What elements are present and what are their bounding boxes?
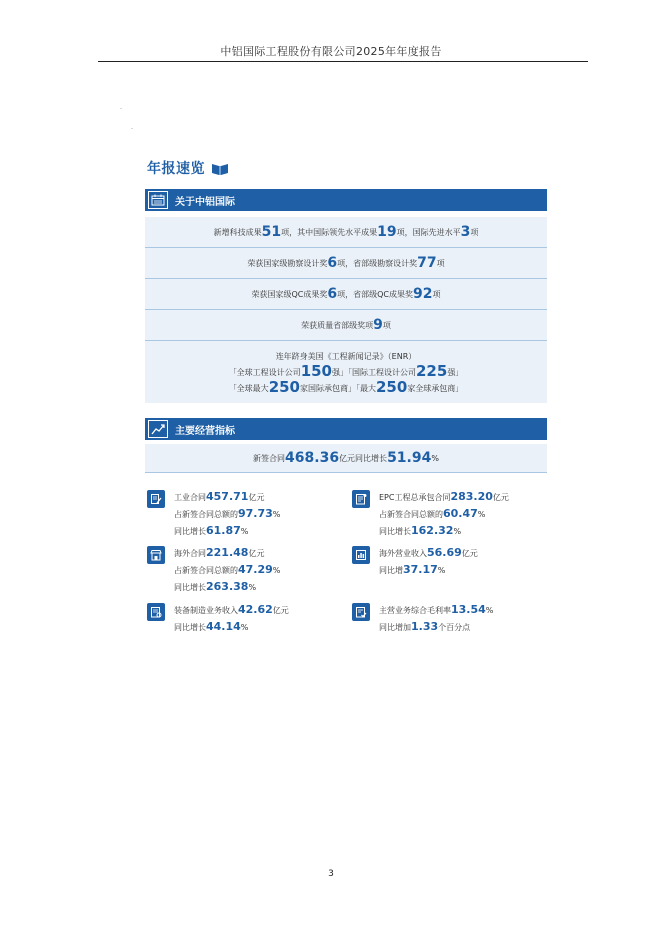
calendar-icon	[148, 191, 168, 209]
section-title-block	[147, 158, 229, 178]
metric-gross-margin: 主营业务综合毛利率13.54% 同比增加1.33个百分点	[352, 602, 493, 636]
enr-intl-contractor-rank: 250	[268, 377, 300, 396]
gross-margin-change: 1.33	[411, 620, 439, 633]
scan-speck	[120, 108, 122, 109]
ops-heading: 主要经营指标	[175, 425, 235, 437]
intl-advanced-count: 3	[460, 223, 471, 240]
new-contracts-value: 468.36	[285, 449, 340, 466]
contract-list-icon	[352, 490, 370, 508]
certificate-icon	[352, 603, 370, 621]
enr-global-design-rank: 150	[300, 361, 332, 380]
metric-equipment-revenue: 装备制造业务收入42.62亿元 同比增长44.14%	[147, 602, 289, 636]
document-edit-icon	[147, 490, 165, 508]
enr-intro: 连年跻身美国《工程新闻记录》（ENR）	[275, 351, 417, 361]
metric-industrial-contracts: 工业合同457.71亿元 占新签合同总额的97.73% 同比增长61.87%	[147, 489, 280, 540]
storefront-icon	[147, 546, 165, 564]
equipment-list-icon	[147, 603, 165, 621]
about-row-quality: 荣获质量省部级奖项9项	[145, 310, 547, 341]
metric-overseas-contracts: 海外合同221.48亿元 占新签合同总额的47.29% 同比增长263.38%	[147, 545, 280, 596]
industrial-contract-value: 457.71	[206, 490, 249, 503]
epc-contract-growth: 162.32	[411, 524, 454, 537]
national-design-award-count: 6	[327, 254, 338, 271]
about-heading: 关于中铝国际	[175, 196, 235, 208]
enr-intl-design-rank: 225	[416, 361, 448, 380]
new-contracts-growth: 51.94	[387, 449, 432, 466]
equipment-revenue-value: 42.62	[238, 603, 273, 616]
ops-heading-bar	[145, 418, 547, 440]
about-row-survey-design: 荣获国家级勘察设计奖6项，省部级勘察设计奖77项	[145, 248, 547, 279]
epc-contract-value: 283.20	[450, 490, 493, 503]
equipment-revenue-growth: 44.14	[206, 620, 241, 633]
provincial-design-award-count: 77	[417, 254, 437, 271]
tech-achievements-count: 51	[261, 223, 282, 240]
overseas-contract-value: 221.48	[206, 546, 249, 559]
scan-speck	[131, 128, 133, 129]
gross-margin-value: 13.54	[451, 603, 486, 616]
provincial-qc-award-count: 92	[413, 285, 433, 302]
overseas-revenue-growth: 37.17	[403, 563, 438, 576]
intl-leading-count: 19	[377, 223, 397, 240]
section-title: 年报速览	[147, 161, 205, 177]
overseas-revenue-value: 56.69	[427, 546, 462, 559]
epc-contract-share: 60.47	[443, 507, 478, 520]
about-row-qc: 荣获国家级QC成果奖6项，省部级QC成果奖92项	[145, 279, 547, 310]
ops-summary-row: 新签合同468.36亿元同比增长51.94%	[145, 444, 547, 473]
bar-report-icon	[352, 546, 370, 564]
about-row-tech: 新增科技成果51项，其中国际领先水平成果19项，国际先进水平3项	[145, 217, 547, 248]
enr-global-contractor-rank: 250	[376, 377, 408, 396]
header-divider	[98, 61, 588, 62]
page-header-title: 中铝国际工程股份有限公司2025年年度报告	[220, 45, 442, 58]
industrial-contract-share: 97.73	[238, 507, 273, 520]
overseas-contract-share: 47.29	[238, 563, 273, 576]
trend-chart-icon	[148, 420, 168, 438]
quality-award-count: 9	[373, 316, 383, 333]
national-qc-award-count: 6	[327, 285, 338, 302]
page-number: 3	[328, 869, 334, 879]
overseas-contract-growth: 263.38	[206, 580, 249, 593]
metric-overseas-revenue: 海外营业收入56.69亿元 同比增37.17%	[352, 545, 478, 579]
industrial-contract-growth: 61.87	[206, 524, 241, 537]
about-row-enr: 连年跻身美国《工程新闻记录》（ENR） 「全球工程设计公司150强」「国际工程设计公司225强」 「全球最大250家国际承包商」「最大250家全球承包商」	[145, 341, 547, 403]
about-heading-bar	[145, 189, 547, 211]
metric-epc-contracts: EPC工程总承包合同283.20亿元 占新签合同总额的60.47% 同比增长162.32%	[352, 489, 509, 540]
book-icon	[211, 161, 229, 175]
